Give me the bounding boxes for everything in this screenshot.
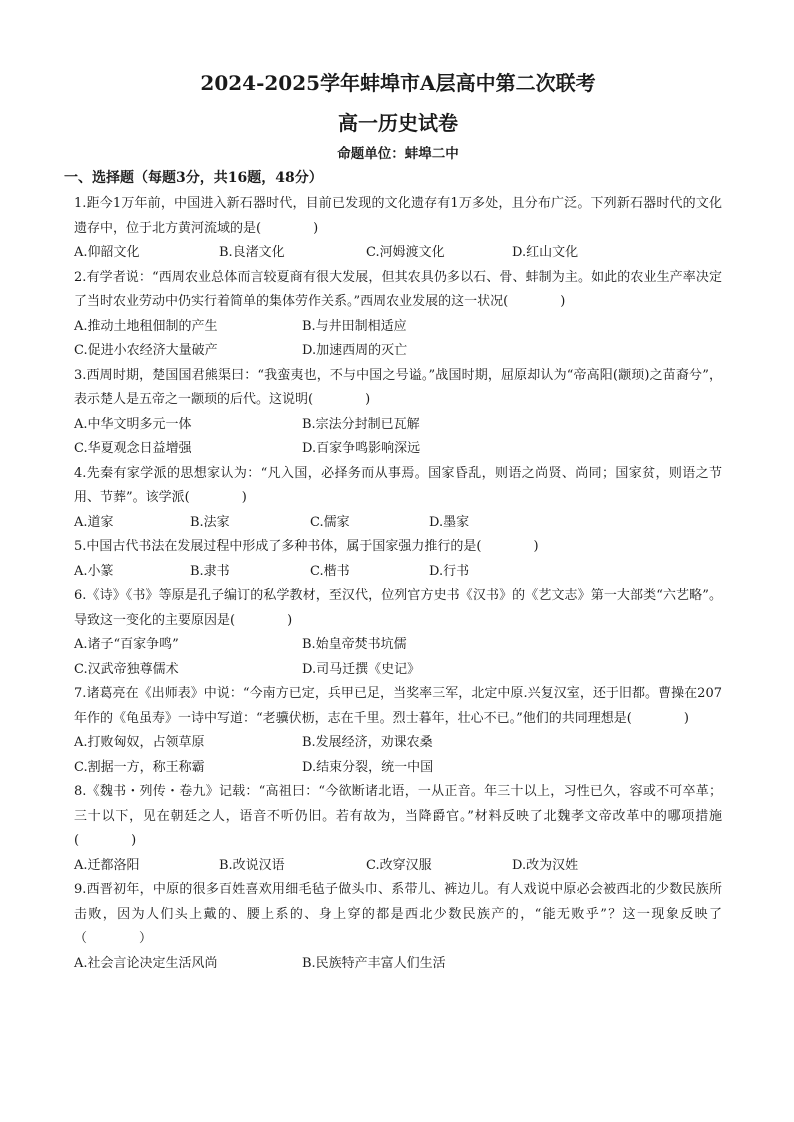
question-8-options bbox=[74, 854, 722, 879]
question-4-stem: 4.先秦有家学派的思想家认为：“凡入国，必择务而从事焉。国家昏乱，则语之尚贤、尚同；国家贫，则语之节用、节葬”。该学派( ) bbox=[74, 465, 722, 505]
option-d: D.加速西周的灭亡 bbox=[302, 343, 408, 358]
question-5-options bbox=[74, 560, 722, 585]
question-3-options-row1 bbox=[74, 413, 722, 438]
question-6-options-row2 bbox=[74, 658, 722, 683]
option-a: A.迁都洛阳 bbox=[74, 857, 140, 873]
option-b: B.隶书 bbox=[190, 563, 230, 579]
question-6-options-row1 bbox=[74, 633, 722, 658]
question-4-options bbox=[74, 511, 722, 536]
question-3-options-row2 bbox=[74, 437, 722, 462]
option-b: B.与井田制相适应 bbox=[302, 318, 407, 334]
option-c: C.促进小农经济大量破产 bbox=[74, 343, 218, 358]
option-a: A.打败匈奴，占领草原 bbox=[74, 735, 205, 750]
option-b: B.法家 bbox=[190, 514, 230, 530]
option-a: A.小篆 bbox=[74, 563, 114, 579]
option-b: B.宗法分封制已瓦解 bbox=[302, 416, 420, 432]
question-9-options-row1 bbox=[74, 952, 722, 977]
exam-subtitle: 高一历史试卷 bbox=[338, 111, 458, 135]
exam-author-unit: 命题单位：蚌埠二中 bbox=[337, 146, 459, 162]
question-1-options bbox=[74, 241, 722, 266]
option-b: B.民族特产丰富人们生活 bbox=[302, 955, 446, 971]
option-d: D.结束分裂，统一中国 bbox=[302, 759, 434, 775]
question-5-stem: 5.中国古代书法在发展过程中形成了多种书体，属于国家强力推行的是( ) bbox=[74, 539, 539, 554]
option-d: D.改为汉姓 bbox=[512, 857, 579, 873]
option-a: A.道家 bbox=[74, 514, 114, 530]
option-a: A.社会言论决定生活风尚 bbox=[74, 955, 218, 971]
question-2-options-row2 bbox=[74, 339, 722, 364]
section-heading: 一、选择题（每题3分，共16题，48分） bbox=[64, 170, 323, 186]
option-a: A.推动土地租佃制的产生 bbox=[74, 318, 218, 334]
question-2-options-row1 bbox=[74, 315, 722, 340]
question-7-options-row2 bbox=[74, 756, 722, 781]
option-c: C.楷书 bbox=[310, 563, 350, 579]
option-d: D.百家争鸣影响深远 bbox=[302, 441, 421, 456]
option-b: B.发展经济，劝课农桑 bbox=[302, 735, 433, 750]
question-2-stem: 2.有学者说：“西周农业总体而言较夏商有很大发展，但其农具仍多以石、骨、蚌制为主。如此的农业生产率决定了当时农业劳动中仍实行着简单的集体劳作关系。”西周农业发展的这一状况( ) bbox=[74, 269, 722, 309]
question-1-stem: 1.距今1万年前，中国进入新石器时代，目前已发现的文化遗存有1万多处，且分布广泛。下列新石器时代的文化遗存中，位于北方黄河流域的是( ) bbox=[74, 196, 722, 236]
option-c: C.割据一方，称王称霸 bbox=[74, 759, 205, 775]
question-8-stem: 8.《魏书・列传・卷九》记载：“高祖曰：“今欲断诸北语，一从正音。年三十以上，习性已久，容或不可卒革；三十以下，见在朝廷之人，语音不听仍旧。若有故为，当降爵官。”材料反映了北魏孝文帝改革中的哪项措施( ) bbox=[74, 784, 722, 848]
option-d: D.司马迁撰《史记》 bbox=[302, 661, 421, 677]
question-3-stem: 3.西周时期，楚国国君熊渠曰：“我蛮夷也，不与中国之号谥。”战国时期，屈原却认为“帝高阳(颛顼)之苗裔兮”，表示楚人是五帝之一颛顼的后代。这说明( ) bbox=[74, 367, 722, 407]
option-c: C.华夏观念日益增强 bbox=[74, 441, 192, 456]
option-a: A.诸子“百家争鸣” bbox=[74, 637, 179, 652]
option-a: A.中华文明多元一体 bbox=[74, 416, 192, 432]
option-c: C.河姆渡文化 bbox=[366, 245, 445, 260]
question-7-options-row1 bbox=[74, 731, 722, 756]
option-b: B.良渚文化 bbox=[219, 245, 285, 260]
option-c: C.改穿汉服 bbox=[366, 857, 432, 873]
option-d: D.墨家 bbox=[429, 514, 470, 530]
option-a: A.仰韶文化 bbox=[74, 245, 140, 260]
option-c: C.汉武帝独尊儒术 bbox=[74, 661, 179, 677]
option-d: D.行书 bbox=[429, 563, 470, 579]
option-b: B.始皇帝焚书坑儒 bbox=[302, 637, 407, 652]
option-b: B.改说汉语 bbox=[219, 857, 285, 873]
question-9-stem: 9.西晋初年，中原的很多百姓喜欢用细毛毡子做头巾、系带儿、裤边儿。有人戏说中原必会被西北的少数民族所击败，因为人们头上戴的、腰上系的、身上穿的都是西北少数民族产的，“能无败乎”？这一现象反映了（ ） bbox=[74, 882, 722, 946]
question-7-stem: 7.诸葛亮在《出师表》中说：“今南方已定，兵甲已足，当奖率三军，北定中原.兴复汉室，还于旧都。曹操在207年作的《龟虽寿》一诗中写道：“老骥伏枥，志在千里。烈士暮年，壮心不已。”他们的共同理想是( ) bbox=[74, 686, 722, 726]
question-6-stem: 6.《诗》《书》等原是孔子编订的私学教材，至汉代，位列官方史书《汉书》的《艺文志》第一大部类“六艺略”。导致这一变化的主要原因是( ) bbox=[74, 588, 722, 628]
exam-title: 2024-2025学年蚌埠市A层高中第二次联考 bbox=[200, 71, 596, 95]
option-d: D.红山文化 bbox=[512, 245, 579, 260]
option-c: C.儒家 bbox=[310, 514, 350, 530]
